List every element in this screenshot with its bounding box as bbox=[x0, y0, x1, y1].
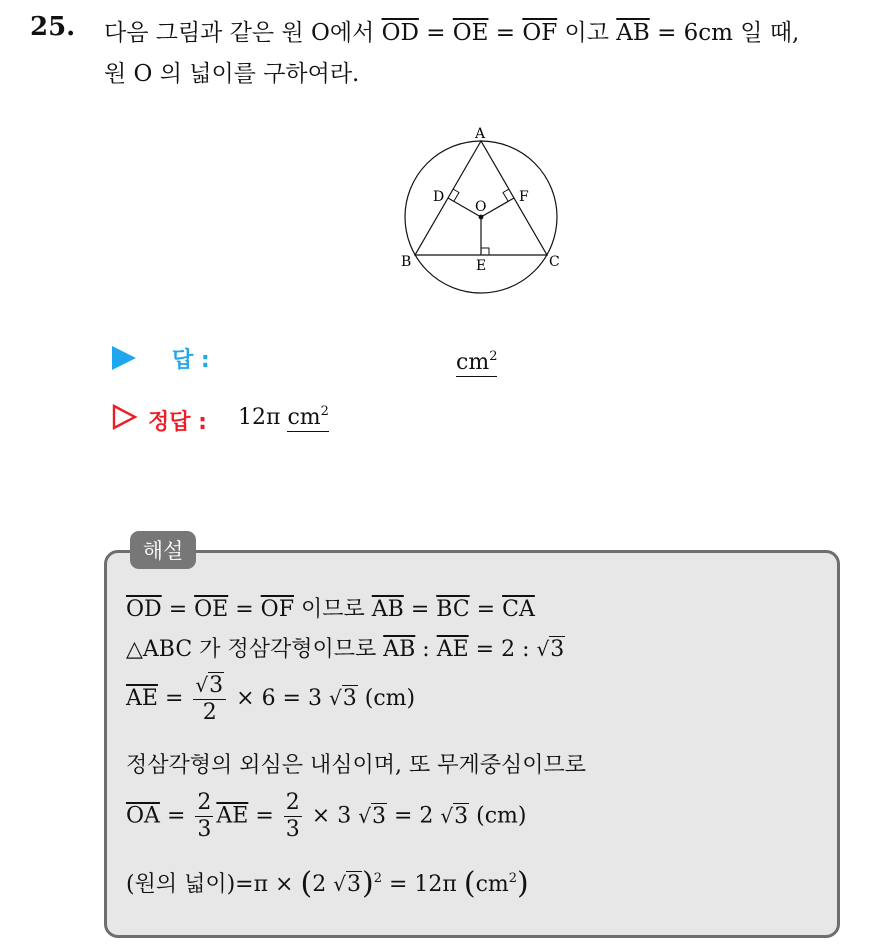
equals-sign: = bbox=[410, 597, 430, 622]
unit: (cm) bbox=[364, 686, 416, 711]
right-angle-d bbox=[453, 189, 459, 201]
equals-sign: = bbox=[235, 597, 254, 622]
sqrt-3: √3 bbox=[536, 637, 565, 662]
sqrt-3: √3 bbox=[440, 803, 469, 829]
answer-unit-exponent: 2 bbox=[489, 349, 498, 364]
answer-blank-unit[interactable] bbox=[456, 344, 497, 377]
segment-bc: $\overline{BC}$ bbox=[436, 597, 470, 622]
segment-ab: $\overline{AB}$ bbox=[383, 637, 416, 662]
unit: cm bbox=[475, 872, 509, 897]
segment-od: $\overline{OD}$ bbox=[126, 597, 162, 622]
segment-oe: $\overline{OE}$ bbox=[452, 20, 489, 46]
right-paren: ) bbox=[361, 866, 374, 901]
solution-text: = 12π bbox=[388, 872, 457, 897]
equals-sign: = bbox=[168, 597, 188, 622]
answer-unit: cm bbox=[456, 350, 490, 375]
equals-sign: = bbox=[495, 20, 516, 46]
unit: (cm) bbox=[476, 803, 527, 829]
solution-tag: 해설 bbox=[130, 531, 196, 569]
right-angle-e bbox=[481, 248, 489, 255]
solution-text: = 2 bbox=[393, 803, 434, 829]
solution-line-1 bbox=[126, 592, 535, 623]
question-line-1 bbox=[104, 14, 799, 47]
segment-of: $\overline{OF}$ bbox=[522, 20, 558, 46]
equals-sign: = bbox=[164, 686, 184, 711]
solution-text: 이므로 bbox=[300, 597, 365, 622]
solution-line-2 bbox=[126, 632, 565, 663]
question-line-2: 원 O 의 넓이를 구하여라. bbox=[104, 61, 360, 87]
colon: : bbox=[422, 637, 430, 662]
segment-ab: $\overline{AB}$ bbox=[616, 20, 650, 46]
exponent: 2 bbox=[373, 871, 382, 886]
correct-answer-label: 정답 : bbox=[148, 410, 207, 435]
equals-sign: = bbox=[476, 597, 496, 622]
correct-answer-unit: cm bbox=[287, 405, 321, 430]
segment-oe: $\overline{OE}$ bbox=[194, 597, 229, 622]
unit-exponent: 2 bbox=[508, 871, 518, 886]
solution-line-5 bbox=[126, 790, 527, 843]
fraction-2-3: $\frac{2}{3}$ bbox=[285, 790, 300, 842]
answer-label: 답 : bbox=[172, 348, 210, 373]
segment-ab: $\overline{AB}$ bbox=[371, 597, 404, 622]
solution-text: △ABC 가 정삼각형이므로 bbox=[126, 637, 377, 662]
inner-coefficient: 2 bbox=[312, 872, 327, 897]
question-prefix: 다음 그림과 같은 원 O에서 bbox=[104, 20, 375, 46]
right-angle-f bbox=[503, 189, 509, 201]
segment-od: $\overline{OD}$ bbox=[381, 20, 419, 46]
label-f: F bbox=[519, 189, 529, 205]
correct-answer-unit-group bbox=[287, 405, 328, 432]
label-a: A bbox=[475, 126, 486, 142]
segment-of: $\overline{OF}$ bbox=[260, 597, 294, 622]
sqrt-3: √3 bbox=[358, 803, 386, 829]
solution-line-4: 정삼각형의 외심은 내심이며, 또 무게중심이므로 bbox=[126, 753, 587, 778]
outline-play-icon bbox=[112, 404, 138, 430]
solution-text: = 2 : bbox=[475, 637, 530, 662]
sqrt-3: √3 bbox=[328, 686, 357, 711]
correct-answer-unit-exponent: 2 bbox=[320, 404, 329, 419]
equals-sign: = bbox=[166, 803, 186, 829]
question-tail: 6cm 일 때, bbox=[683, 20, 800, 46]
solution-line-6 bbox=[126, 866, 529, 901]
segment-ae: $\overline{AE}$ bbox=[216, 803, 249, 829]
label-c: C bbox=[549, 254, 560, 270]
right-paren: ) bbox=[517, 866, 529, 901]
equals-sign: = bbox=[255, 803, 274, 829]
circle-triangle-figure bbox=[398, 122, 566, 298]
label-o: O bbox=[475, 199, 487, 215]
segment-ca: $\overline{CA}$ bbox=[502, 597, 535, 622]
play-icon bbox=[112, 346, 136, 370]
left-paren: ( bbox=[463, 866, 476, 901]
segment-ae: $\overline{AE}$ bbox=[126, 686, 158, 711]
correct-answer bbox=[238, 404, 329, 430]
label-d: D bbox=[433, 189, 445, 205]
label-b: B bbox=[401, 254, 412, 270]
sqrt-3: √3 bbox=[333, 872, 361, 897]
fraction-2-3: $\frac{2}{3}$ bbox=[197, 790, 212, 842]
solution-line-3 bbox=[126, 672, 415, 726]
segment-oa: $\overline{OA}$ bbox=[126, 803, 160, 829]
center-point bbox=[479, 215, 484, 220]
solution-text: × 6 = 3 bbox=[236, 686, 322, 711]
correct-answer-value: 12π bbox=[238, 405, 281, 430]
solution-text: (원의 넓이)=π × bbox=[126, 872, 294, 897]
label-e: E bbox=[476, 258, 487, 274]
solution-text: × 3 bbox=[311, 803, 352, 829]
question-mid: 이고 bbox=[564, 20, 609, 46]
equals-sign: = bbox=[657, 20, 677, 46]
fraction-sqrt3-over-2: $\frac{√3}{2}$ bbox=[193, 672, 226, 726]
question-number: 25. bbox=[30, 12, 76, 42]
segment-ae: $\overline{AE}$ bbox=[436, 637, 469, 662]
left-paren: ( bbox=[300, 866, 313, 901]
equals-sign: = bbox=[426, 20, 446, 46]
